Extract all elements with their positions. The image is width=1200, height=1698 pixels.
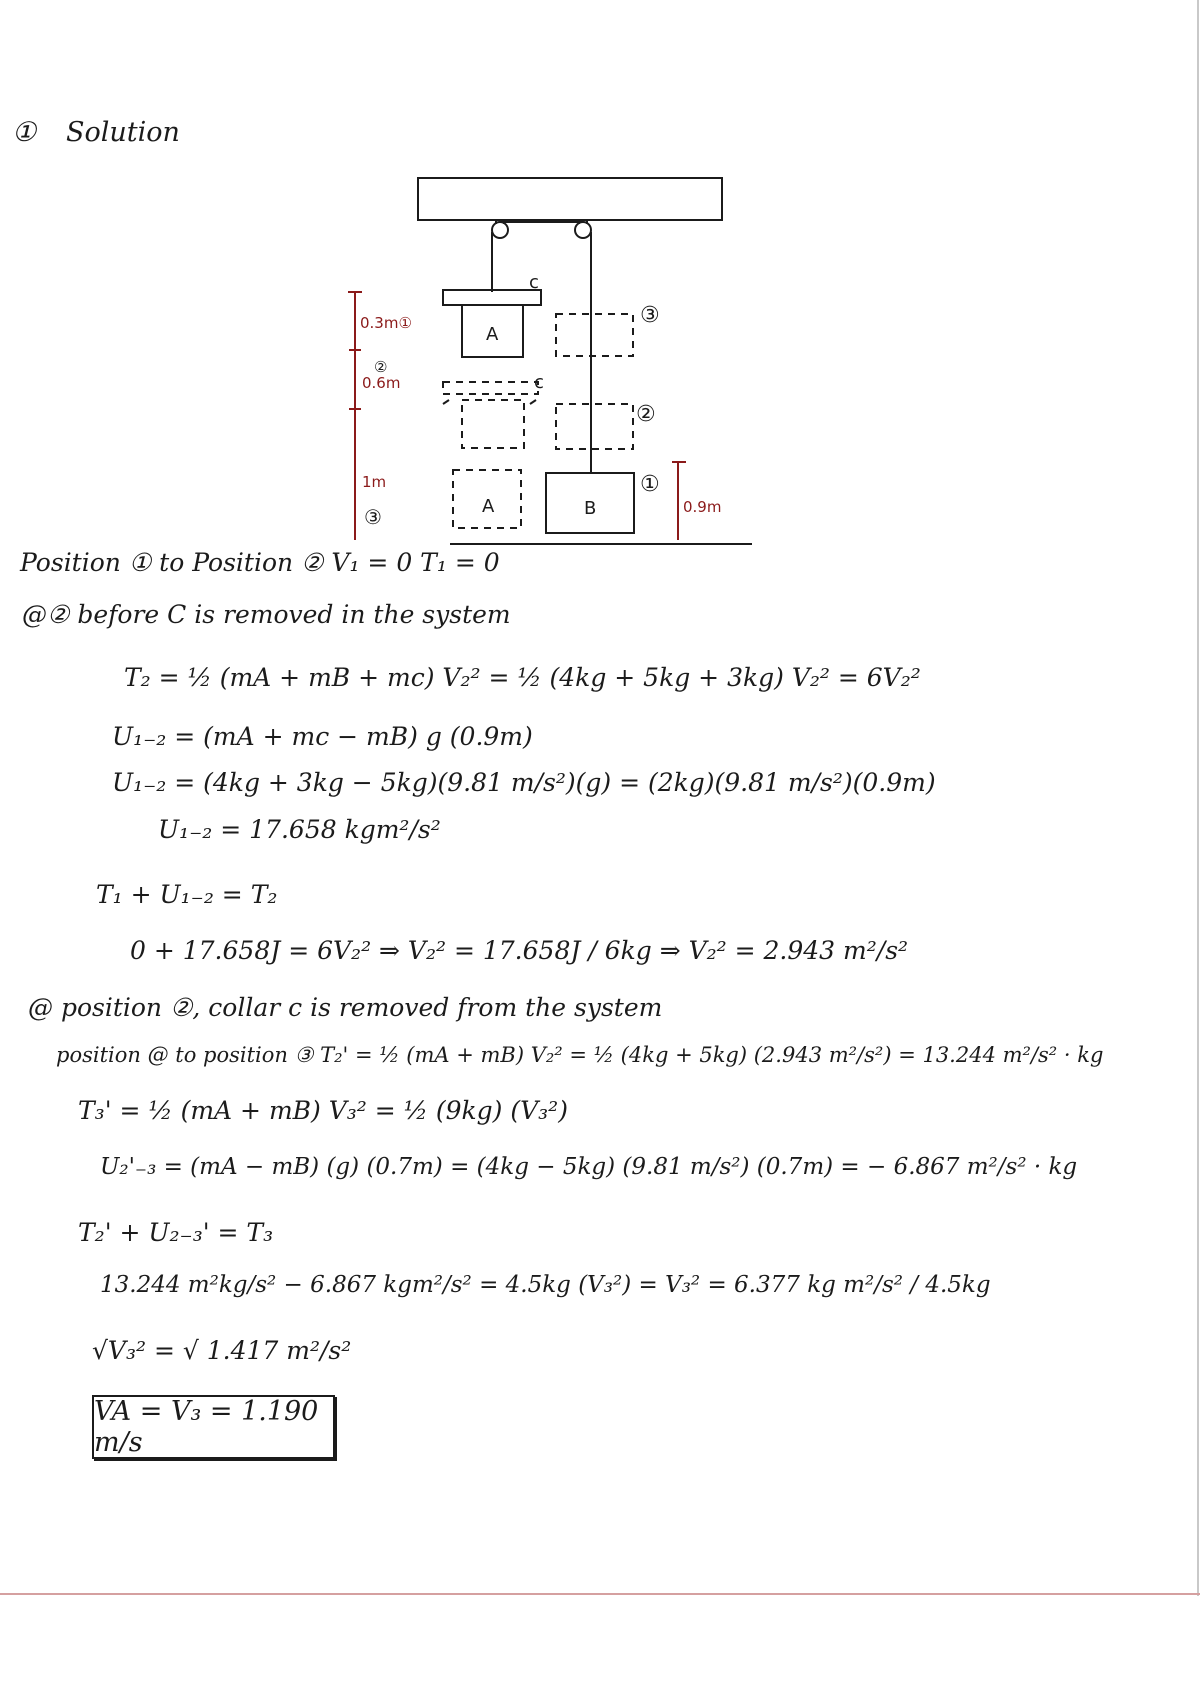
dashed-block-a-mid: [462, 400, 524, 448]
energy-balance-2-line: T₂' + U₂₋₃' = T₃: [78, 1218, 274, 1247]
collar-removed-line: @ position ②, collar c is removed from the system: [28, 993, 663, 1022]
dim-label-top: 0.3m①: [360, 314, 412, 332]
dim-label-right: 0.9m: [683, 498, 722, 516]
work-u12-formula-line: U₁₋₂ = (mA + mc − mB) g (0.9m): [112, 722, 533, 751]
label-c-mid: c: [534, 372, 544, 393]
dim-label-mid: 0.6m: [362, 374, 401, 392]
before-c-removed-line: @② before C is removed in the system: [22, 600, 511, 629]
square-root-line: √V₃² = √ 1.417 m²/s²: [92, 1336, 352, 1365]
work-u23-line: U₂'₋₃ = (mA − mB) (g) (0.7m) = (4kg − 5kg) (9.81 m/s²) (0.7m) = − 6.867 m²/s² · kg: [100, 1154, 1078, 1180]
dim-label-bottom-circle: ③: [364, 505, 382, 529]
ceiling-beam: [418, 178, 722, 220]
position-2-marker: ②: [636, 402, 656, 427]
problem-number: ①: [12, 117, 37, 148]
position-3-marker: ③: [640, 303, 660, 328]
pulley-right: [575, 222, 591, 238]
page-title: Solution: [66, 117, 180, 148]
dashed-block-2: [556, 404, 633, 449]
energy-balance-1-line: T₁ + U₁₋₂ = T₂: [96, 880, 278, 909]
label-a-bottom: A: [482, 496, 495, 517]
v2-squared-line: 0 + 17.658J = 6V₂² ⇒ V₂² = 17.658J / 6kg ⇒ V₂² = 2.943 m²/s²: [130, 936, 909, 965]
dim-label-bottom: 1m: [362, 473, 387, 491]
pulley-diagram: [0, 0, 1200, 560]
final-answer: VA = V₃ = 1.190 m/s: [94, 1396, 319, 1458]
position-1-marker: ①: [640, 472, 660, 497]
position-1-to-2-line: Position ① to Position ② V₁ = 0 T₁ = 0: [20, 548, 500, 577]
dim-label-mid-circle: ②: [374, 358, 388, 376]
v3-squared-line: 13.244 m²kg/s² − 6.867 kgm²/s² = 4.5kg (V₃²) = V₃² = 6.377 kg m²/s² / 4.5kg: [100, 1272, 991, 1298]
pulley-left: [492, 222, 508, 238]
label-a-top: A: [486, 324, 499, 345]
collar-c-top: [443, 290, 541, 305]
final-answer-box: [92, 1395, 335, 1459]
work-u12-result-line: U₁₋₂ = 17.658 kgm²/s²: [158, 815, 441, 844]
dashed-block-3: [556, 314, 633, 356]
label-b: B: [584, 498, 597, 519]
dashed-collar-c: [443, 382, 538, 394]
label-c-top: c: [529, 272, 539, 293]
page-edge-bottom: [0, 1593, 1200, 1595]
work-u12-substitution-line: U₁₋₂ = (4kg + 3kg − 5kg)(9.81 m/s²)(g) = (2kg)(9.81 m/s²)(0.9m): [112, 768, 936, 797]
kinetic-energy-t3-line: T₃' = ½ (mA + mB) V₃² = ½ (9kg) (V₃²): [78, 1096, 568, 1125]
kinetic-energy-t2-line: T₂ = ½ (mA + mB + mc) V₂² = ½ (4kg + 5kg + 3kg) V₂² = 6V₂²: [124, 663, 921, 692]
kinetic-energy-t2-prime-line: position @ to position ③ T₂' = ½ (mA + mB) V₂² = ½ (4kg + 5kg) (2.943 m²/s²) = 13.244 m²/s² · kg: [56, 1043, 1104, 1067]
